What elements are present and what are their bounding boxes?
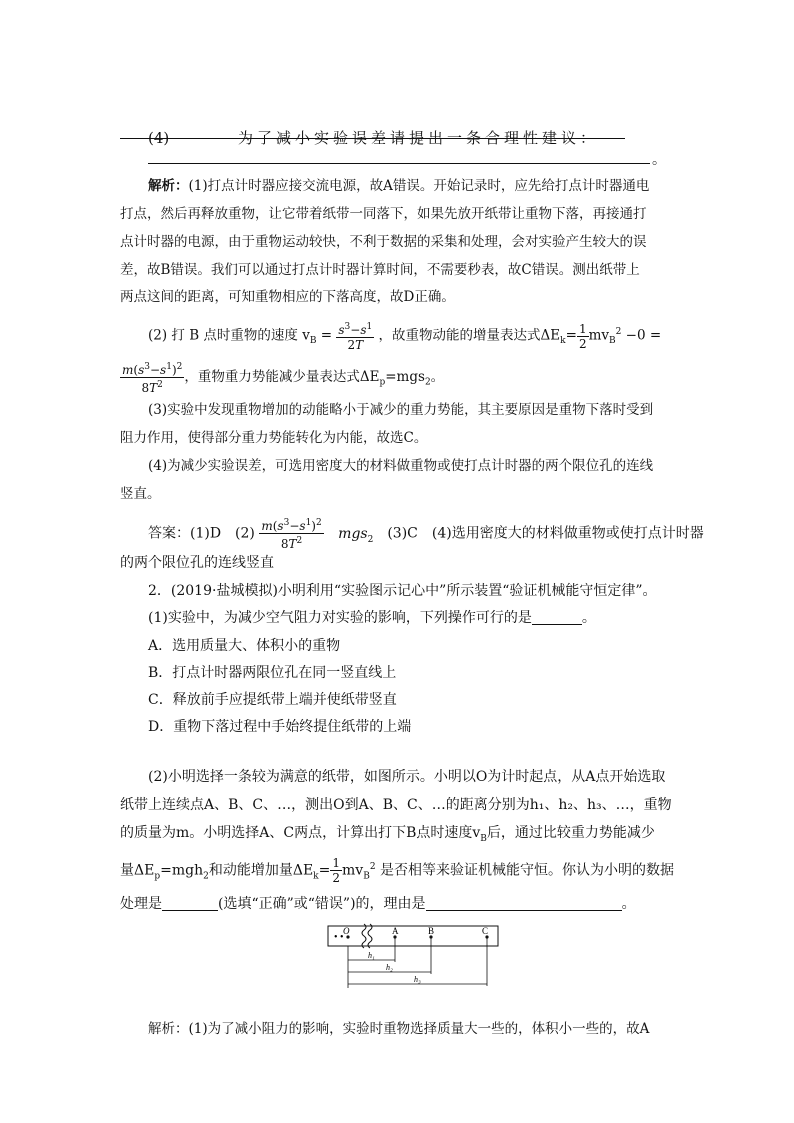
question-2-part-2-l3: 的质量为m。小明选择A、C两点，计算出打下B点时速度$v_B$后，通过比较重力势能减少: [120, 825, 655, 844]
label-c: C: [482, 926, 489, 936]
p2l5b-text: (选填“正确”或“错误”)的，理由是: [218, 896, 426, 912]
p2-text-f: =mgs: [385, 369, 425, 385]
p2l4e-text: 是否相等来验证机械能守恒。你认为小明的数据: [380, 862, 675, 879]
analysis-1-part-4-b: 竖直。: [120, 486, 161, 502]
p2l4a-text: 量ΔE: [120, 862, 155, 879]
p2-blank-2: [426, 896, 622, 911]
question-4-text: 为了减小实验误差请提出一条合理性建议：: [238, 129, 600, 147]
p2-text-e: ，重物重力势能减少量表达式ΔE: [184, 369, 380, 385]
answer-end-mark: 。: [652, 152, 666, 168]
p2l3b-text: 后，通过比较重力势能减少: [486, 825, 655, 841]
sub1-text: (1)实验中，为减少空气阻力对实验的影响，下列操作可行的是: [148, 610, 532, 626]
analysis-1-line-3: 点计时器的电源，由于重物运动较快，不利于数据的采集和处理，会对实验产生较大的误: [120, 234, 647, 250]
label-h2: h₂: [386, 963, 393, 972]
analysis-label: 解析：: [148, 178, 189, 194]
p2l4d-text: mv: [342, 862, 364, 879]
answer-label: 答案：(1)D (2): [148, 525, 255, 542]
answer-1-line-2: 的两个限位孔的连线竖直: [120, 555, 274, 571]
analysis-1-part-2: (2) 打 B 点时重物的速度 $v_B$ = $\frac{s^3-s^1}{2T}$ ，故重物动能的增量表达式$\Delta E_k=$ $\frac{1}{2}$ $mv_B^2 -0$ =: [148, 321, 662, 352]
label-h1: h₁: [368, 951, 375, 960]
question-2-part-2-l1: (2)小明选择一条较为满意的纸带，如图所示。小明以O为计时起点，从A点开始选取: [148, 769, 666, 785]
p2-text-c: mv: [588, 327, 610, 344]
analysis-1-line-2: 打点，然后再释放重物，让它带着纸带一同落下，如果先放开纸带让重物下落，再接通打: [120, 206, 647, 222]
p2l3-text: 的质量为m。小明选择A、C两点，计算出打下B点时速度v: [120, 825, 481, 841]
question-2-part-2-l5: [120, 894, 636, 914]
p2-text-d: −0 =: [625, 327, 662, 344]
question-2-part-2-l2: 纸带上连续点A、B、C、…，测出O到A、B、C、…的距离分别为h₁、h₂、h₃、…，重物: [120, 797, 672, 813]
question-2-sub-1: [148, 608, 596, 628]
p2l4c-text: 和动能增加量ΔE: [208, 862, 314, 879]
tape-dots: • •: [334, 932, 344, 943]
sub1-end: 。: [581, 610, 596, 626]
option-c: C．释放前手应提纸带上端并使纸带竖直: [148, 692, 397, 708]
p2l5c-text: 。: [621, 896, 636, 912]
answer-1-line-1: 答案：(1)D (2) $\frac{m(s^3-s^1)^2}{8T^2}$ mgs$_2$ (3)C (4)选用密度大的材料做重物或使打点计时器: [148, 518, 704, 551]
half-fraction: $\frac{1}{2}$: [578, 321, 587, 351]
analysis-1-line-4: 差，故B错误。我们可以通过打点计时器计算时间，不需要秒表，故C错误。测出纸带上: [120, 262, 640, 278]
option-a: A．选用质量大、体积小的重物: [148, 638, 341, 654]
option-b: B．打点计时器两限位孔在同一竖直线上: [148, 665, 397, 681]
analysis-1-line-1: [148, 176, 649, 196]
label-o: O: [343, 926, 350, 936]
answer-mgs: mgs: [338, 525, 368, 542]
question-4-number: (4): [148, 129, 170, 147]
label-a: A: [392, 926, 399, 936]
paper-tape-figure: [326, 922, 502, 992]
question-2-head: 2．(2019·盐城模拟)小明利用“实验图示记心中”所示装置“验证机械能守恒定律”。: [148, 583, 657, 599]
p2-text-g: 。: [430, 369, 445, 385]
tape-outline: [328, 926, 498, 946]
option-d: D．重物下落过程中手始终提住纸带的上端: [148, 719, 412, 735]
analysis-1-part-3-b: 阻力作用，使得部分重力势能转化为内能，故选C。: [120, 430, 428, 446]
p2-text-a: (2) 打 B 点时重物的速度 v: [148, 327, 310, 344]
answer-fraction: $\frac{m(s^3-s^1)^2}{8T^2}$: [261, 518, 322, 551]
kinetic-fraction: $\frac{m(s^3-s^1)^2}{8T^2}$: [122, 362, 183, 395]
analysis-1-part-2-cont: $\frac{m(s^3-s^1)^2}{8T^2}$ ，重物重力势能减少量表达式$\Delta E_p=mgs_2$。: [122, 362, 445, 395]
p2l5a-text: 处理是: [120, 896, 162, 912]
analysis-2-line-1: 解析：(1)为了减小阻力的影响，实验时重物选择质量大一些的，体积小一些的，故A: [148, 1021, 650, 1037]
question-2-part-2-l4: 量$\Delta E_p=mgh_2$和动能增加量$\Delta E_k=$ $\frac{1}{2}$ $mv_B^2$ 是否相等来验证机械能守恒。你认为小明的数据: [120, 856, 675, 885]
answer-rest: (3)C (4)选用密度大的材料做重物或使打点计时器: [373, 525, 704, 542]
label-b: B: [428, 926, 435, 936]
p2l4b-text: =mgh: [160, 862, 204, 879]
velocity-fraction: $\frac{s^3-s^1}{2T}$: [338, 322, 373, 352]
analysis-1-text-1: (1)打点计时器应接交流电源，故A错误。开始记录时，应先给打点计时器通电: [188, 178, 650, 194]
p2-text-b: ，故重物动能的增量表达式ΔE: [378, 327, 561, 344]
analysis-1-part-3-a: (3)实验中发现重物增加的动能略小于减少的重力势能，其主要原因是重物下落时受到: [148, 402, 654, 418]
p2-blank-1: [162, 896, 218, 911]
tape-break-right: [368, 924, 372, 948]
sub1-blank: [532, 610, 582, 625]
analysis-1-line-5: 两点这间的距离，可知重物相应的下落高度，故D正确。: [120, 289, 455, 305]
half-fraction-2: $\frac{1}{2}$: [332, 856, 341, 885]
tape-break-left: [362, 924, 366, 948]
answer-line-2: [148, 163, 650, 164]
answer-line-1: [120, 138, 625, 139]
label-h3: h₃: [414, 975, 421, 984]
analysis-1-part-4-a: (4)为减少实验误差，可选用密度大的材料做重物或使打点计时器的两个限位孔的连线: [148, 458, 654, 474]
